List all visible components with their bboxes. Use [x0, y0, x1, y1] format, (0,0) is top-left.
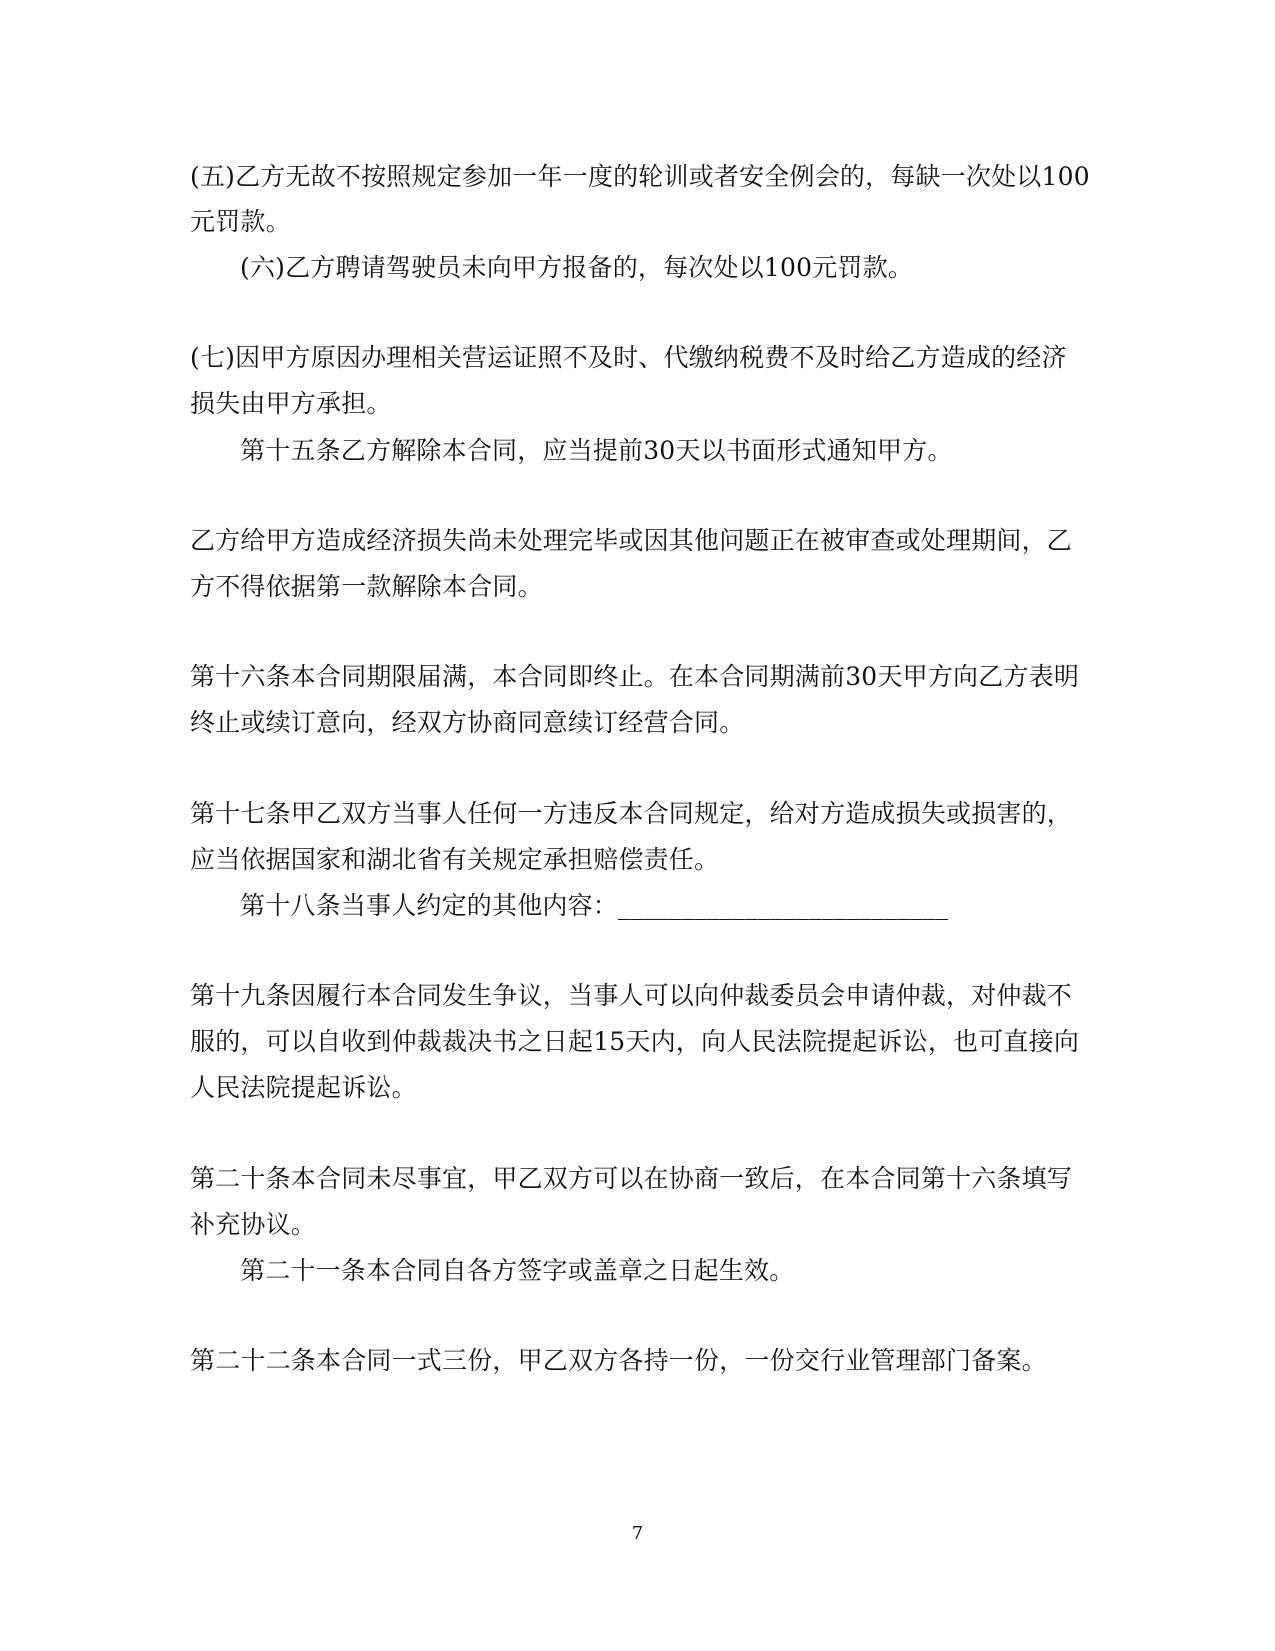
text-line-clause-6: (六)乙方聘请驾驶员未向甲方报备的，每次处以100元罚款。: [240, 253, 914, 282]
text-line-article-15-para-2: 乙方给甲方造成经济损失尚未处理完毕或因其他问题正在被审查或处理期间，乙: [190, 526, 1073, 555]
text-line-article-19-cont-2: 人民法院提起诉讼。: [190, 1073, 417, 1102]
page-number: 7: [631, 1523, 644, 1544]
text-line-article-20-cont: 补充协议。: [190, 1210, 317, 1239]
text-line-article-15-para-2-cont: 方不得依据第一款解除本合同。: [190, 572, 543, 601]
text-line-article-15: 第十五条乙方解除本合同，应当提前30天以书面形式通知甲方。: [240, 436, 953, 465]
text-line-article-16: 第十六条本合同期限届满，本合同即终止。在本合同期满前30天甲方向乙方表明: [190, 662, 1080, 691]
text-line-article-21: 第二十一条本合同自各方签字或盖章之日起生效。: [240, 1256, 795, 1285]
text-line-article-17: 第十七条甲乙双方当事人任何一方违反本合同规定，给对方造成损失或损害的，: [190, 799, 1073, 828]
text-line-clause-7-cont: 损失由甲方承担。: [190, 389, 392, 418]
text-line-article-19: 第十九条因履行本合同发生争议，当事人可以向仲裁委员会申请仲裁，对仲裁不: [190, 981, 1073, 1010]
text-line-article-17-cont: 应当依据国家和湖北省有关规定承担赔偿责任。: [190, 845, 720, 874]
text-line-clause-5-cont: 元罚款。: [190, 207, 291, 236]
text-line-article-16-cont: 终止或续订意向，经双方协商同意续订经营合同。: [190, 708, 745, 737]
text-line-article-20: 第二十条本合同未尽事宜，甲乙双方可以在协商一致后，在本合同第十六条填写: [190, 1164, 1073, 1193]
text-line-article-18: 第十八条当事人约定的其他内容：__________________________: [240, 891, 949, 920]
text-line-clause-7: (七)因甲方原因办理相关营运证照不及时、代缴纳税费不及时给乙方造成的经济: [190, 343, 1067, 372]
text-line-article-19-cont-1: 服的，可以自收到仲裁裁决书之日起15天内，向人民法院提起诉讼，也可直接向: [190, 1027, 1080, 1056]
text-line-clause-5: (五)乙方无故不按照规定参加一年一度的轮训或者安全例会的，每缺一次处以100: [190, 162, 1090, 191]
text-line-article-22: 第二十二条本合同一式三份，甲乙双方各持一份，一份交行业管理部门备案。: [190, 1346, 1047, 1375]
